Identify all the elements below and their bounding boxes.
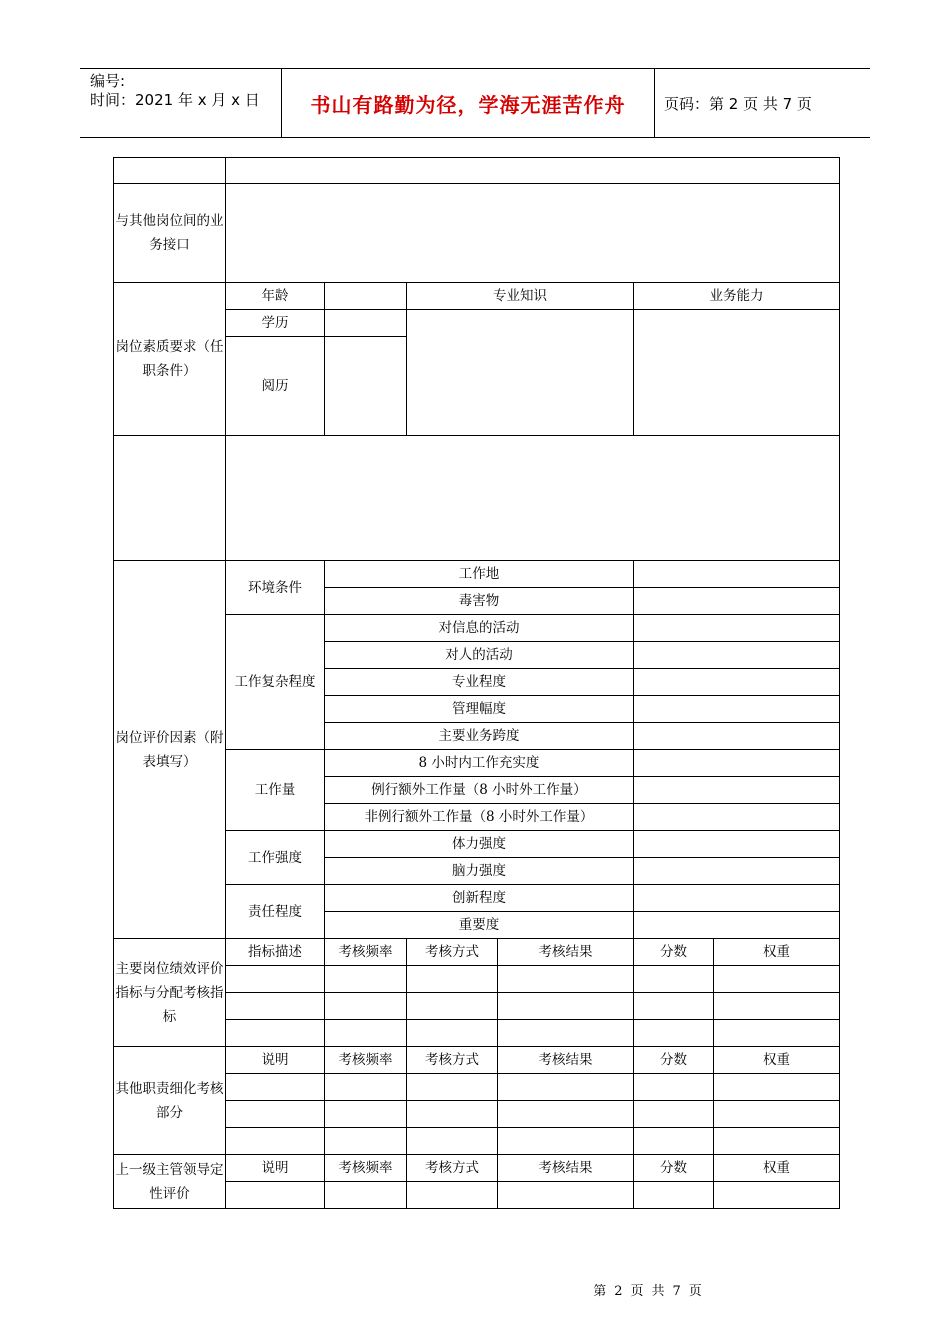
mental-label: 脑力强度 bbox=[325, 858, 634, 885]
table-row bbox=[114, 939, 840, 966]
business-span-input-cell[interactable] bbox=[634, 723, 840, 750]
table-cell[interactable] bbox=[325, 966, 407, 993]
table-cell[interactable] bbox=[226, 1182, 325, 1209]
qualification-label: 岗位素质要求（任职条件） bbox=[114, 283, 226, 436]
table-cell[interactable] bbox=[226, 1020, 325, 1047]
workplace-input-cell[interactable] bbox=[634, 561, 840, 588]
table-cell[interactable] bbox=[325, 1101, 407, 1128]
supervisor-method-header: 考核方式 bbox=[407, 1155, 498, 1182]
supervisor-frequency-header: 考核频率 bbox=[325, 1155, 407, 1182]
table-cell[interactable] bbox=[407, 966, 498, 993]
mgmt-range-input-cell[interactable] bbox=[634, 696, 840, 723]
other-score-header: 分数 bbox=[634, 1047, 714, 1074]
table-cell[interactable] bbox=[634, 1074, 714, 1101]
innovation-label: 创新程度 bbox=[325, 885, 634, 912]
kpi-method-header: 考核方式 bbox=[407, 939, 498, 966]
mgmt-range-label: 管理幅度 bbox=[325, 696, 634, 723]
table-cell[interactable] bbox=[714, 1182, 840, 1209]
hazards-input-cell[interactable] bbox=[634, 588, 840, 615]
table-cell[interactable] bbox=[325, 1020, 407, 1047]
other-frequency-header: 考核频率 bbox=[325, 1047, 407, 1074]
table-row bbox=[114, 283, 840, 310]
kpi-description-header: 指标描述 bbox=[226, 939, 325, 966]
education-label: 学历 bbox=[226, 310, 325, 337]
table-row bbox=[114, 1047, 840, 1074]
nonroutine-extra-label: 非例行额外工作量（8 小时外工作量） bbox=[325, 804, 634, 831]
table-cell[interactable] bbox=[634, 1128, 714, 1155]
table-row bbox=[114, 561, 840, 588]
other-method-header: 考核方式 bbox=[407, 1047, 498, 1074]
table-cell[interactable] bbox=[634, 1101, 714, 1128]
innovation-input-cell[interactable] bbox=[634, 885, 840, 912]
table-cell[interactable] bbox=[226, 1128, 325, 1155]
supervisor-score-header: 分数 bbox=[634, 1155, 714, 1182]
fullness-label: 8 小时内工作充实度 bbox=[325, 750, 634, 777]
page-info: 页码：第 2 页 共 7 页 bbox=[664, 94, 812, 113]
table-cell[interactable] bbox=[634, 993, 714, 1020]
table-cell[interactable] bbox=[407, 1074, 498, 1101]
table-cell[interactable] bbox=[498, 1074, 634, 1101]
routine-extra-label: 例行额外工作量（8 小时外工作量） bbox=[325, 777, 634, 804]
people-activity-input-cell[interactable] bbox=[634, 642, 840, 669]
table-cell[interactable] bbox=[325, 993, 407, 1020]
kpi-weight-header: 权重 bbox=[714, 939, 840, 966]
table-cell[interactable] bbox=[325, 1074, 407, 1101]
table-cell[interactable] bbox=[407, 1182, 498, 1209]
professional-input-cell[interactable] bbox=[634, 669, 840, 696]
workplace-label: 工作地 bbox=[325, 561, 634, 588]
intensity-label: 工作强度 bbox=[226, 831, 325, 885]
header-info bbox=[80, 69, 282, 137]
kpi-frequency-header: 考核频率 bbox=[325, 939, 407, 966]
physical-label: 体力强度 bbox=[325, 831, 634, 858]
info-activity-label: 对信息的活动 bbox=[325, 615, 634, 642]
nonroutine-extra-input-cell[interactable] bbox=[634, 804, 840, 831]
kpi-label: 主要岗位绩效评价指标与分配考核指标 bbox=[114, 939, 226, 1047]
knowledge-input-cell[interactable] bbox=[407, 310, 634, 436]
footer-di: 第 bbox=[593, 1284, 607, 1299]
table-cell[interactable] bbox=[714, 993, 840, 1020]
importance-input-cell[interactable] bbox=[634, 912, 840, 939]
business-span-label: 主要业务跨度 bbox=[325, 723, 634, 750]
table-cell[interactable] bbox=[226, 993, 325, 1020]
evaluation-label: 岗位评价因素（附表填写） bbox=[114, 561, 226, 939]
footer-total-pages: 7 bbox=[672, 1284, 681, 1299]
table-cell[interactable] bbox=[226, 1101, 325, 1128]
responsibility-label: 责任程度 bbox=[226, 885, 325, 939]
routine-extra-input-cell[interactable] bbox=[634, 777, 840, 804]
table-cell[interactable] bbox=[407, 993, 498, 1020]
other-result-header: 考核结果 bbox=[498, 1047, 634, 1074]
supervisor-eval-label: 上一级主管领导定性评价 bbox=[114, 1155, 226, 1209]
environment-label: 环境条件 bbox=[226, 561, 325, 615]
age-label: 年龄 bbox=[226, 283, 325, 310]
table-cell[interactable] bbox=[226, 966, 325, 993]
ability-input-cell[interactable] bbox=[634, 310, 840, 436]
importance-label: 重要度 bbox=[325, 912, 634, 939]
table-row bbox=[114, 1155, 840, 1182]
experience-label: 阅历 bbox=[226, 337, 325, 436]
table-cell[interactable] bbox=[498, 1128, 634, 1155]
table-cell[interactable] bbox=[634, 966, 714, 993]
table-row bbox=[114, 436, 840, 561]
table-cell[interactable] bbox=[498, 966, 634, 993]
table-cell[interactable] bbox=[325, 1182, 407, 1209]
job-description-table bbox=[113, 157, 840, 1209]
blank-label-cell bbox=[114, 436, 226, 561]
footer-gong: 共 bbox=[651, 1284, 665, 1299]
table-cell[interactable] bbox=[498, 1101, 634, 1128]
blank-content-cell[interactable] bbox=[226, 158, 840, 184]
table-cell[interactable] bbox=[714, 1128, 840, 1155]
kpi-score-header: 分数 bbox=[634, 939, 714, 966]
table-cell[interactable] bbox=[407, 1101, 498, 1128]
professional-label: 专业程度 bbox=[325, 669, 634, 696]
blank-label-cell bbox=[114, 158, 226, 184]
table-cell[interactable] bbox=[325, 1128, 407, 1155]
education-input-cell[interactable] bbox=[325, 310, 407, 337]
table-cell[interactable] bbox=[634, 1020, 714, 1047]
supervisor-result-header: 考核结果 bbox=[498, 1155, 634, 1182]
footer-ye: 页 bbox=[630, 1284, 644, 1299]
table-cell[interactable] bbox=[407, 1020, 498, 1047]
table-cell[interactable] bbox=[634, 1182, 714, 1209]
table-cell[interactable] bbox=[226, 1074, 325, 1101]
footer-ye: 页 bbox=[688, 1284, 702, 1299]
table-row bbox=[114, 184, 840, 283]
people-activity-label: 对人的活动 bbox=[325, 642, 634, 669]
blank-content-cell[interactable] bbox=[226, 436, 840, 561]
table-row bbox=[114, 158, 840, 184]
interface-label: 与其他岗位间的业务接口 bbox=[114, 184, 226, 283]
table-cell[interactable] bbox=[407, 1128, 498, 1155]
mental-input-cell[interactable] bbox=[634, 858, 840, 885]
table-cell[interactable] bbox=[714, 1020, 840, 1047]
fullness-input-cell[interactable] bbox=[634, 750, 840, 777]
info-activity-input-cell[interactable] bbox=[634, 615, 840, 642]
table-cell[interactable] bbox=[498, 1020, 634, 1047]
footer-page-number: 2 bbox=[614, 1284, 623, 1299]
age-input-cell[interactable] bbox=[325, 283, 407, 310]
table-cell[interactable] bbox=[714, 966, 840, 993]
other-weight-header: 权重 bbox=[714, 1047, 840, 1074]
complexity-label: 工作复杂程度 bbox=[226, 615, 325, 750]
experience-input-cell[interactable] bbox=[325, 337, 407, 436]
interface-content-cell[interactable] bbox=[226, 184, 840, 283]
other-description-header: 说明 bbox=[226, 1047, 325, 1074]
ability-header: 业务能力 bbox=[634, 283, 840, 310]
table-cell[interactable] bbox=[498, 993, 634, 1020]
table-cell[interactable] bbox=[498, 1182, 634, 1209]
knowledge-header: 专业知识 bbox=[407, 283, 634, 310]
motto: 书山有路勤为径，学海无涯苦作舟 bbox=[282, 69, 655, 137]
table-cell[interactable] bbox=[714, 1101, 840, 1128]
page-footer bbox=[0, 1280, 950, 1299]
workload-label: 工作量 bbox=[226, 750, 325, 831]
physical-input-cell[interactable] bbox=[634, 831, 840, 858]
supervisor-weight-header: 权重 bbox=[714, 1155, 840, 1182]
kpi-result-header: 考核结果 bbox=[498, 939, 634, 966]
page-header bbox=[80, 68, 870, 138]
document-date: 时间：2021 年 x 月 x 日 bbox=[90, 91, 260, 109]
other-duties-label: 其他职责细化考核部分 bbox=[114, 1047, 226, 1155]
hazards-label: 毒害物 bbox=[325, 588, 634, 615]
document-number-label: 编号: bbox=[90, 72, 126, 90]
supervisor-description-header: 说明 bbox=[226, 1155, 325, 1182]
table-cell[interactable] bbox=[714, 1074, 840, 1101]
